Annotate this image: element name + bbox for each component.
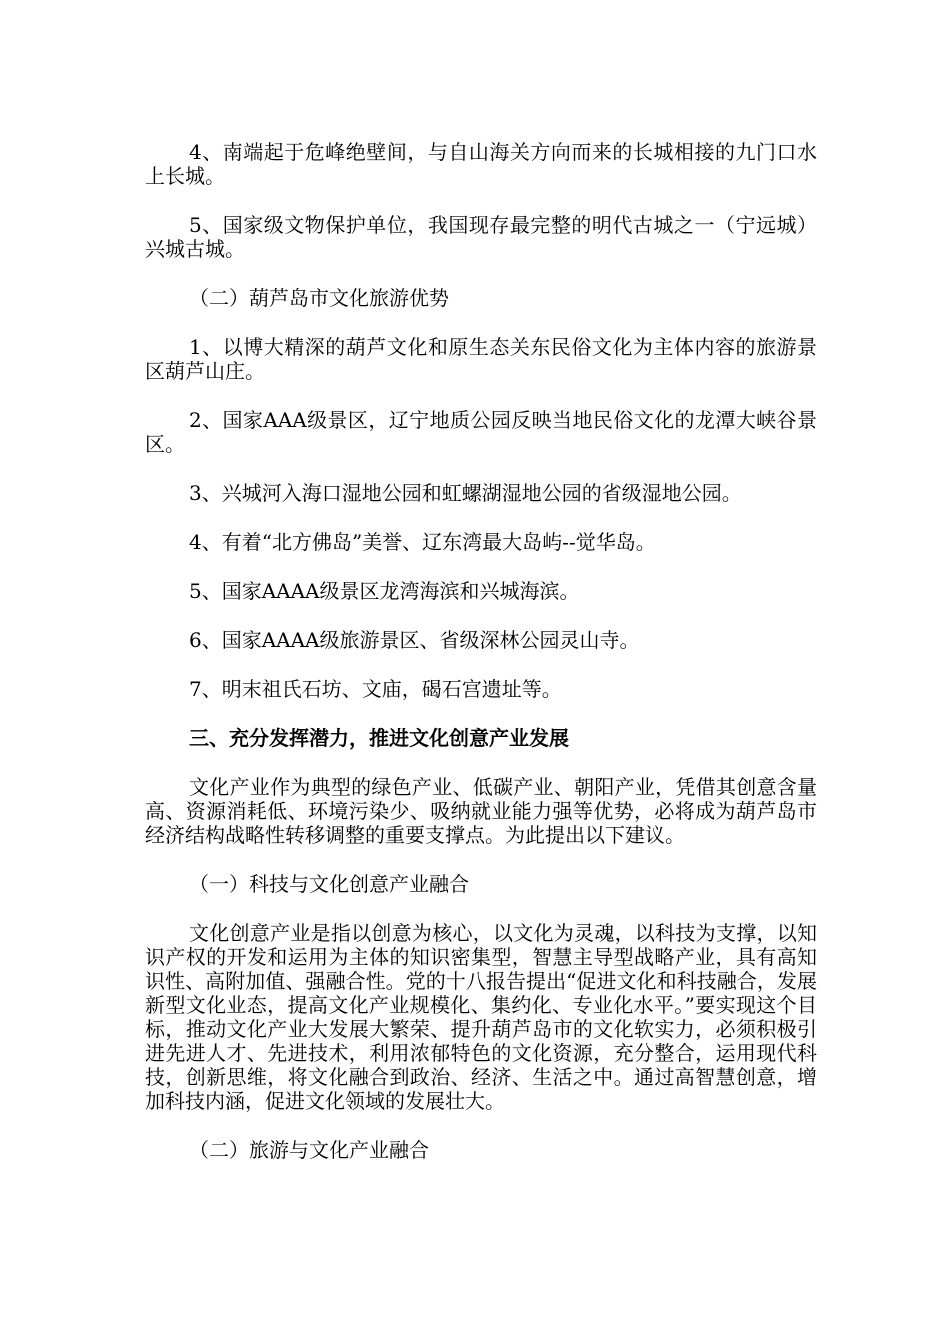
subheading-tourism-advantages: （二）葫芦岛市文化旅游优势 — [189, 286, 449, 310]
paragraph-longtan-canyon: 2、国家AAA级景区，辽宁地质公园反映当地民俗文化的龙潭大峡谷景区。 — [145, 408, 817, 456]
paragraph-wetland-parks: 3、兴城河入海口湿地公园和虹螺湖湿地公园的省级湿地公园。 — [189, 481, 742, 505]
paragraph-xingcheng-ancient-city: 5、国家级文物保护单位，我国现存最完整的明代古城之一（宁远城）兴城古城。 — [145, 213, 817, 261]
subheading-tech-culture-fusion: （一）科技与文化创意产业融合 — [189, 872, 469, 896]
paragraph-juehua-island: 4、有着“北方佛岛”美誉、辽东湾最大岛屿--觉华岛。 — [189, 530, 656, 554]
paragraph-huludao-villa: 1、以博大精深的葫芦文化和原生态关东民俗文化为主体内容的旅游景区葫芦山庄。 — [145, 335, 817, 383]
paragraph-longwan-beach: 5、国家AAAA级景区龙湾海滨和兴城海滨。 — [189, 579, 580, 603]
paragraph-creative-industry-definition: 文化创意产业是指以创意为核心，以文化为灵魂，以科技为支撑，以知识产权的开发和运用为主体的知识密集型，智慧主导型战略产业，具有高知识性、高附加值、强融合性。党的十八报告提出“促进文化和科技融合，发展新型文化业态，提高文化产业规模化、集约化、专业化水平。”要实现这个目标，推动文化产业大发展大繁荣、提升葫芦岛市的文化软实力，必须积极引进先进人才、先进技术，利用浓郁特色的文化资源，充分整合，运用现代科技，创新思维，将文化融合到政治、经济、生活之中。通过高智慧创意，增加科技内涵，促进文化领域的发展壮大。 — [145, 921, 817, 1113]
paragraph-jiumenkou-great-wall: 4、南端起于危峰绝壁间，与自山海关方向而来的长城相接的九门口水上长城。 — [145, 140, 817, 188]
paragraph-culture-industry-intro: 文化产业作为典型的绿色产业、低碳产业、朝阳产业，凭借其创意含量高、资源消耗低、环境污染少、吸纳就业能力强等优势，必将成为葫芦岛市经济结构战略性转移调整的重要支撑点。为此提出以下建议。 — [145, 775, 817, 847]
subheading-tourism-culture-fusion: （二）旅游与文化产业融合 — [189, 1138, 429, 1162]
document-page — [145, 140, 817, 1187]
section-heading-creative-industry: 三、充分发挥潜力，推进文化创意产业发展 — [189, 726, 569, 750]
paragraph-lingshan-temple: 6、国家AAAA级旅游景区、省级深林公园灵山寺。 — [189, 628, 640, 652]
paragraph-zu-stone-archway: 7、明末祖氏石坊、文庙，碣石宫遗址等。 — [189, 677, 562, 701]
